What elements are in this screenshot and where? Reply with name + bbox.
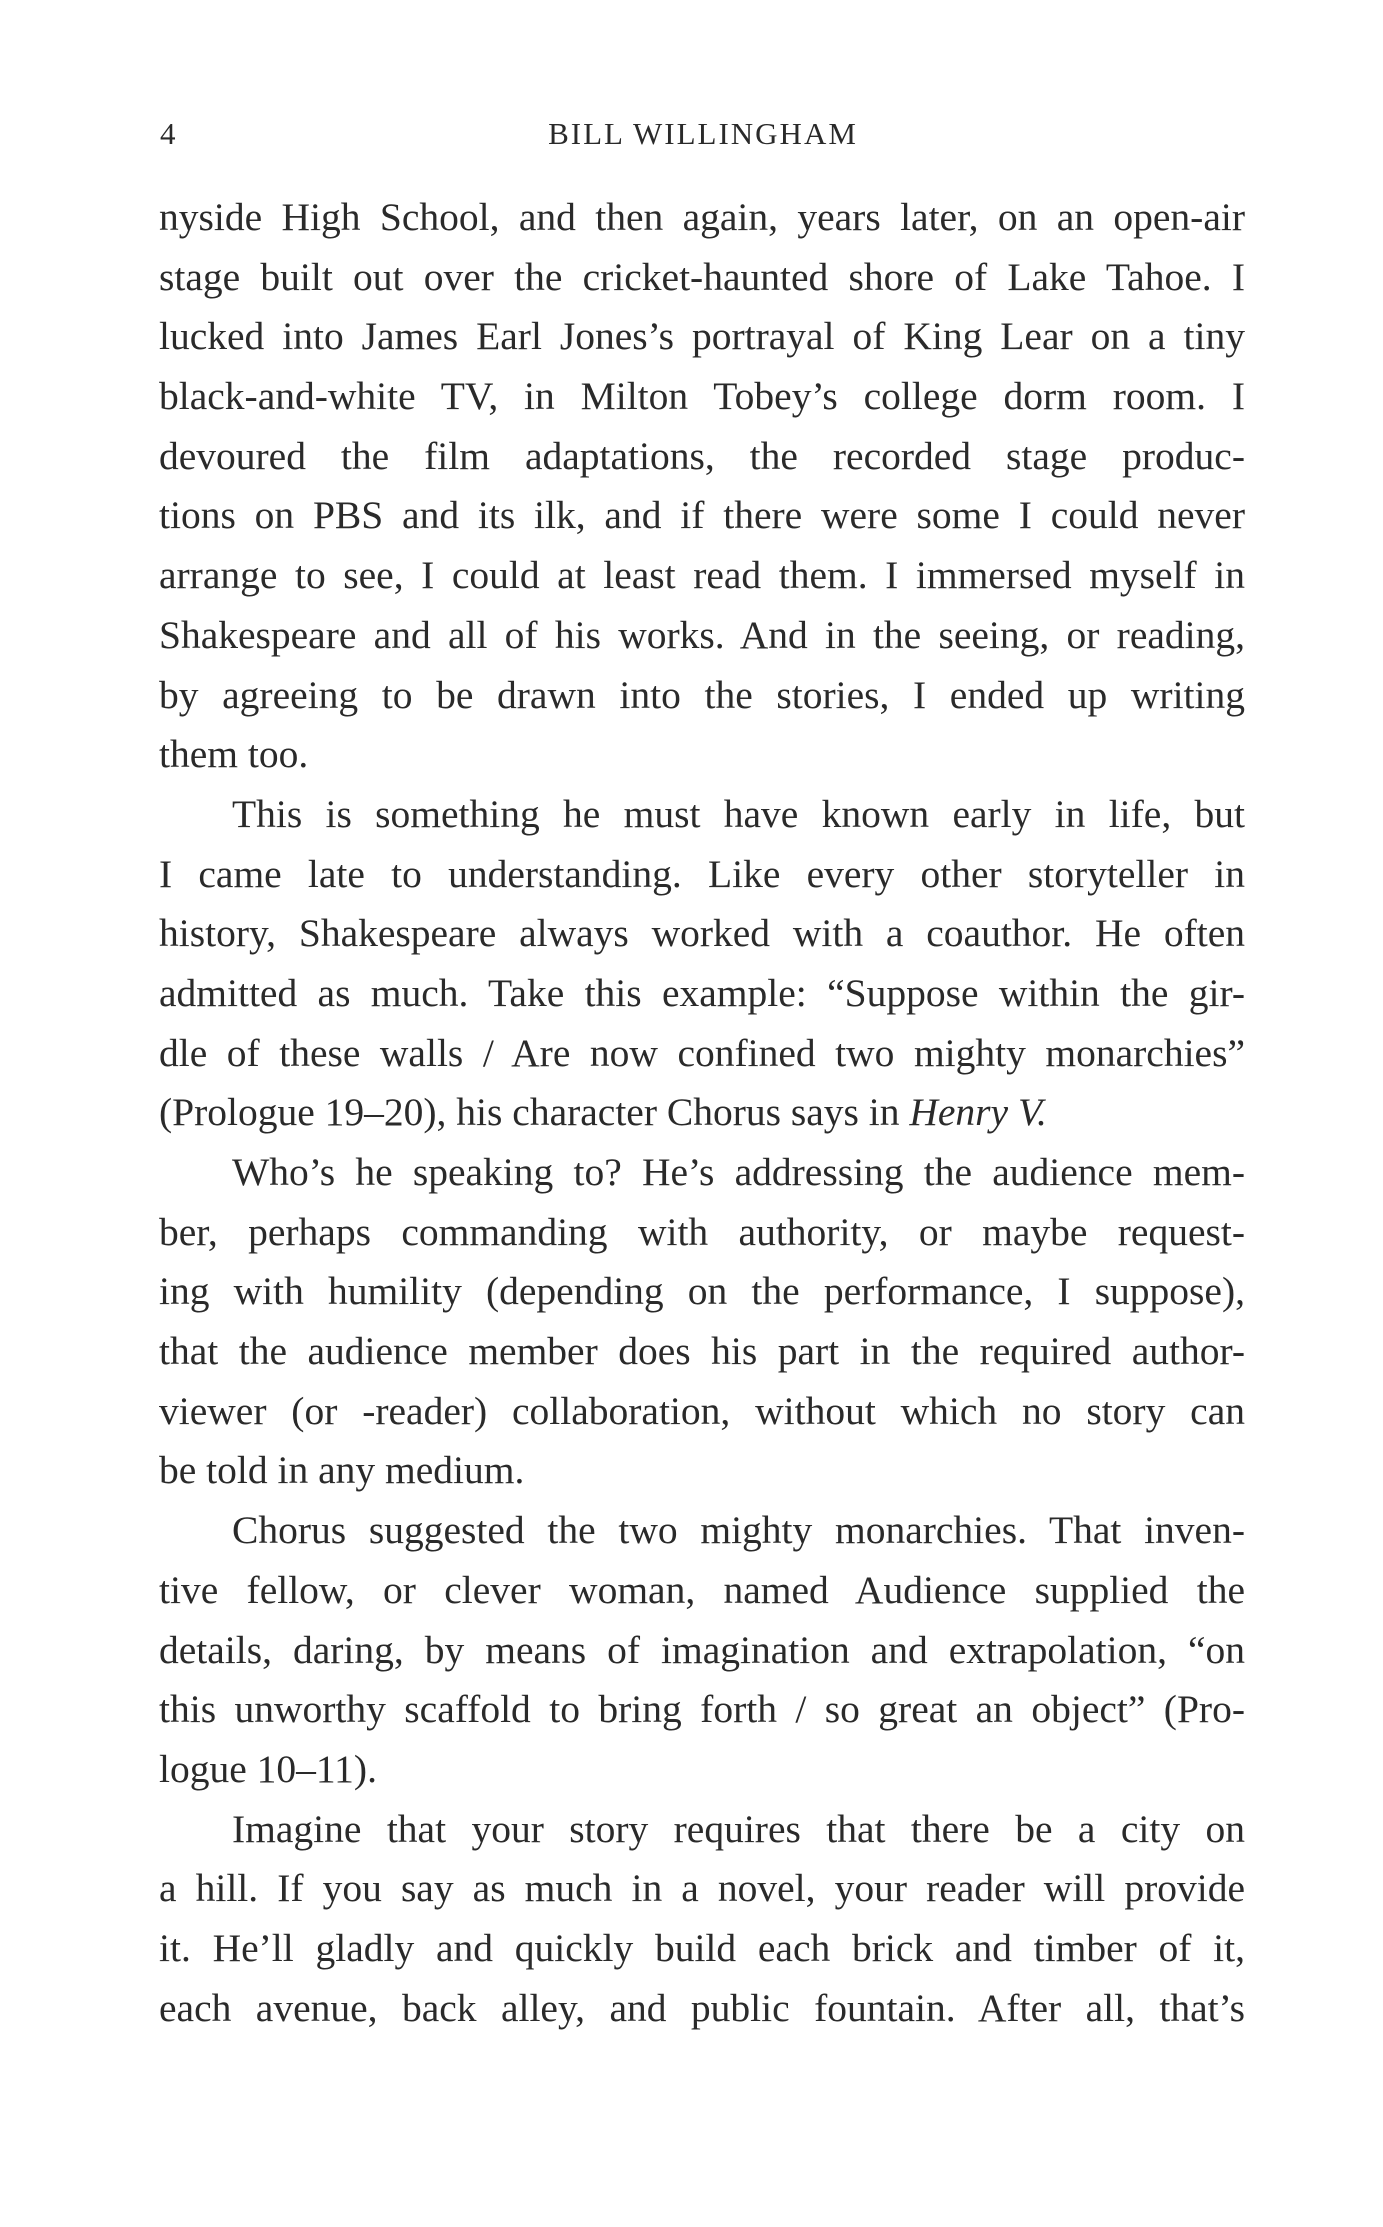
text-line: by agreeing to be drawn into the stories, I ended up writing bbox=[159, 672, 1245, 717]
text-line: black-and-white TV, in Milton Tobey’s college dorm room. I bbox=[159, 374, 1245, 419]
text-line: tive fellow, or clever woman, named Audience supplied the bbox=[159, 1567, 1245, 1612]
text-line: this unworthy scaffold to bring forth / so great an object” (Pro- bbox=[159, 1687, 1245, 1732]
text-line: history, Shakespeare always worked with a coauthor. He often bbox=[159, 911, 1245, 956]
text-line: stage built out over the cricket-haunted shore of Lake Tahoe. I bbox=[159, 254, 1245, 299]
text-line: logue 10–11). bbox=[159, 1746, 377, 1791]
text-line: Shakespeare and all of his works. And in the seeing, or reading, bbox=[159, 612, 1245, 657]
text-line: Chorus suggested the two mighty monarchies. That inven- bbox=[232, 1508, 1245, 1553]
text-line: Who’s he speaking to? He’s addressing the audience mem- bbox=[232, 1150, 1245, 1194]
text-line-start: (Prologue 19–20), his character Chorus says in bbox=[159, 1090, 910, 1135]
text-line: tions on PBS and its ilk, and if there were some I could never bbox=[159, 493, 1245, 538]
text-line: Imagine that your story requires that there be a city on bbox=[232, 1806, 1245, 1851]
text-line: details, daring, by means of imagination and extrapolation, “on bbox=[159, 1627, 1245, 1672]
text-line: arrange to see, I could at least read them. I immersed myself in bbox=[159, 553, 1245, 598]
text-line: I came late to understanding. Like every other storyteller in bbox=[159, 851, 1245, 896]
text-line: a hill. If you say as much in a novel, your reader will provide bbox=[159, 1866, 1245, 1911]
page-number: 4 bbox=[160, 116, 178, 151]
text-line: it. He’ll gladly and quickly build each brick and timber of it, bbox=[159, 1925, 1245, 1970]
text-line: devoured the film adaptations, the recorded stage produc- bbox=[159, 433, 1245, 478]
text-line: lucked into James Earl Jones’s portrayal of King Lear on a tiny bbox=[159, 314, 1245, 359]
text-line: This is something he must have known early in life, but bbox=[232, 791, 1245, 836]
text-line: them too. bbox=[159, 732, 309, 777]
text-line: admitted as much. Take this example: “Suppose within the gir- bbox=[159, 970, 1245, 1015]
text-line-with-title bbox=[159, 1083, 1245, 1143]
text-line: be told in any medium. bbox=[159, 1448, 525, 1493]
running-head bbox=[160, 116, 1246, 156]
text-line: viewer (or -reader) collaboration, without which no story can bbox=[159, 1388, 1245, 1433]
text-line: dle of these walls / Are now confined two mighty monarchies” bbox=[159, 1030, 1245, 1075]
running-head-author: BILL WILLINGHAM bbox=[548, 116, 858, 151]
text-line: ber, perhaps commanding with authority, or maybe request- bbox=[159, 1209, 1245, 1254]
text-line: each avenue, back alley, and public fountain. After all, that’s bbox=[159, 1985, 1245, 2030]
play-title: Henry V. bbox=[909, 1090, 1047, 1135]
text-line: that the audience member does his part in the required author- bbox=[159, 1329, 1245, 1374]
text-line: ing with humility (depending on the performance, I suppose), bbox=[159, 1269, 1245, 1314]
text-line: nyside High School, and then again, years later, on an open-air bbox=[159, 195, 1245, 239]
body-text bbox=[159, 188, 1245, 2038]
